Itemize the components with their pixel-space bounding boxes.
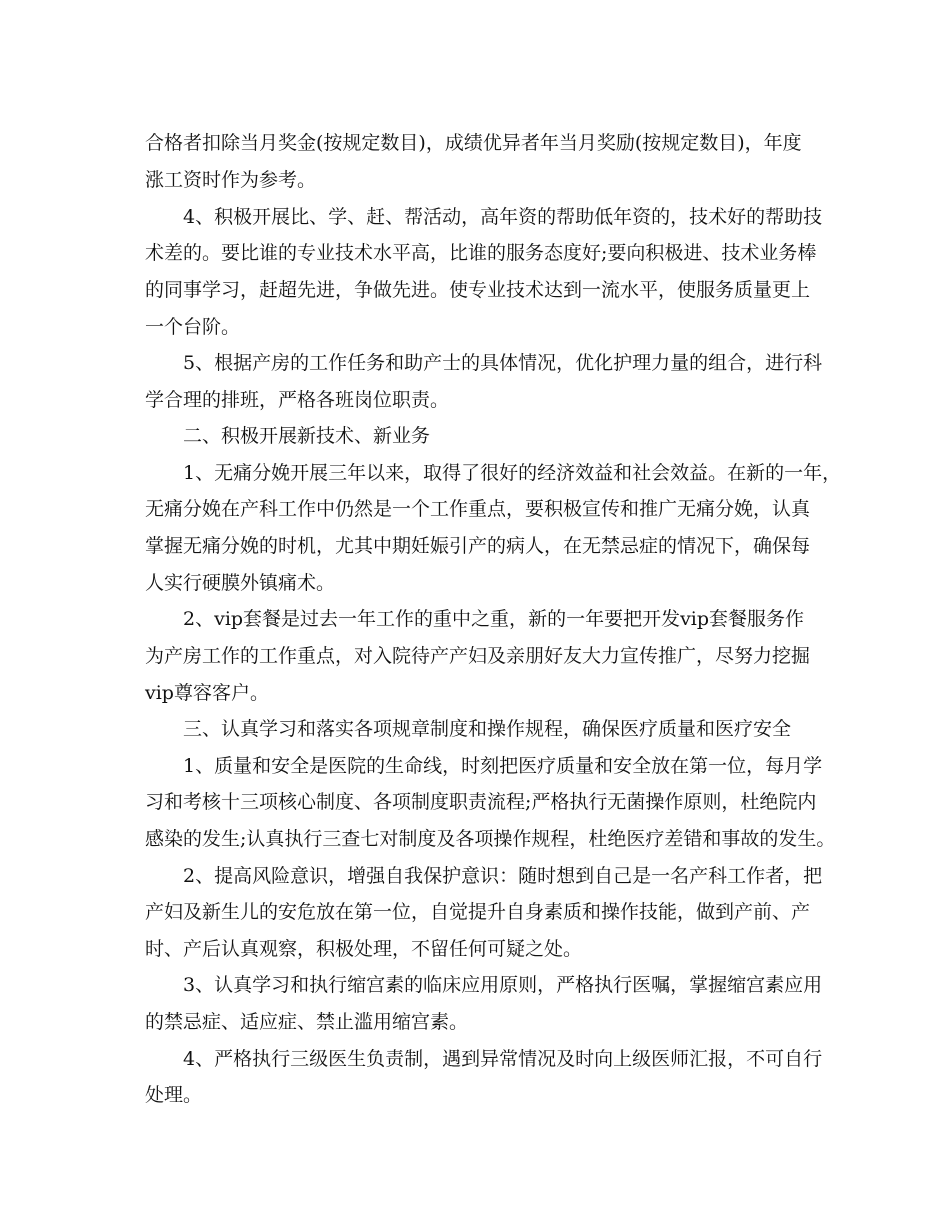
text-line: 2、提高风险意识，增强自我保护意识：随时想到自己是一名产科工作者，把 xyxy=(183,865,823,887)
text-line: 时、产后认真观察，积极处理，不留任何可疑之处。 xyxy=(145,938,583,960)
text-line: 3、认真学习和执行缩宫素的临床应用原则，严格执行医嘱，掌握缩宫素应用 xyxy=(183,974,823,996)
text-line: 4、严格执行三级医生负责制，遇到异常情况及时向上级医师汇报，不可自行 xyxy=(183,1048,823,1070)
text-line: 一个台阶。 xyxy=(145,316,241,338)
text-line: 产妇及新生儿的安危放在第一位，自觉提升自身素质和操作技能，做到产前、产 xyxy=(145,901,811,923)
text-line: 1、质量和安全是医院的生命线，时刻把医疗质量和安全放在第一位，每月学 xyxy=(183,755,823,777)
section-heading: 二、积极开展新技术、新业务 xyxy=(183,425,431,447)
text-line: 2、vip套餐是过去一年工作的重中之重，新的一年要把开发vip套餐服务作 xyxy=(183,608,805,630)
text-line: 习和考核十三项核心制度、各项制度职责流程;严格执行无菌操作原则，杜绝院内 xyxy=(145,791,817,813)
text-line: 掌握无痛分娩的时机，尤其中期妊娠引产的病人，在无禁忌症的情况下，确保每 xyxy=(145,535,811,557)
text-line: vip尊容客户。 xyxy=(145,682,269,704)
text-line: 无痛分娩在产科工作中仍然是一个工作重点，要积极宣传和推广无痛分娩，认真 xyxy=(145,498,811,520)
text-line: 5、根据产房的工作任务和助产士的具体情况，优化护理力量的组合，进行科 xyxy=(183,352,823,374)
text-line: 的禁忌症、适应症、禁止滥用缩宫素。 xyxy=(145,1011,469,1033)
text-line: 术差的。要比谁的专业技术水平高，比谁的服务态度好;要向积极进、技术业务棒 xyxy=(145,242,817,264)
text-line: 4、积极开展比、学、赶、帮活动，高年资的帮助低年资的，技术好的帮助技 xyxy=(183,206,823,228)
text-line: 处理。 xyxy=(145,1084,203,1106)
text-line: 学合理的排班，严格各班岗位职责。 xyxy=(145,389,450,411)
text-line: 1、无痛分娩开展三年以来，取得了很好的经济效益和社会效益。在新的一年， xyxy=(183,462,842,484)
text-line: 人实行硬膜外镇痛术。 xyxy=(145,572,336,594)
text-line: 的同事学习，赶超先进，争做先进。使专业技术达到一流水平，使服务质量更上 xyxy=(145,279,811,301)
section-heading: 三、认真学习和落实各项规章制度和操作规程，确保医疗质量和医疗安全 xyxy=(183,718,792,740)
text-line: 涨工资时作为参考。 xyxy=(145,169,317,191)
text-line: 为产房工作的工作重点，对入院待产产妇及亲朋好友大力宣传推广，尽努力挖掘 xyxy=(145,645,811,667)
text-line: 合格者扣除当月奖金(按规定数目)，成绩优异者年当月奖励(按规定数目)，年度 xyxy=(145,132,802,154)
text-line: 感染的发生;认真执行三查七对制度及各项操作规程，杜绝医疗差错和事故的发生。 xyxy=(145,828,836,850)
